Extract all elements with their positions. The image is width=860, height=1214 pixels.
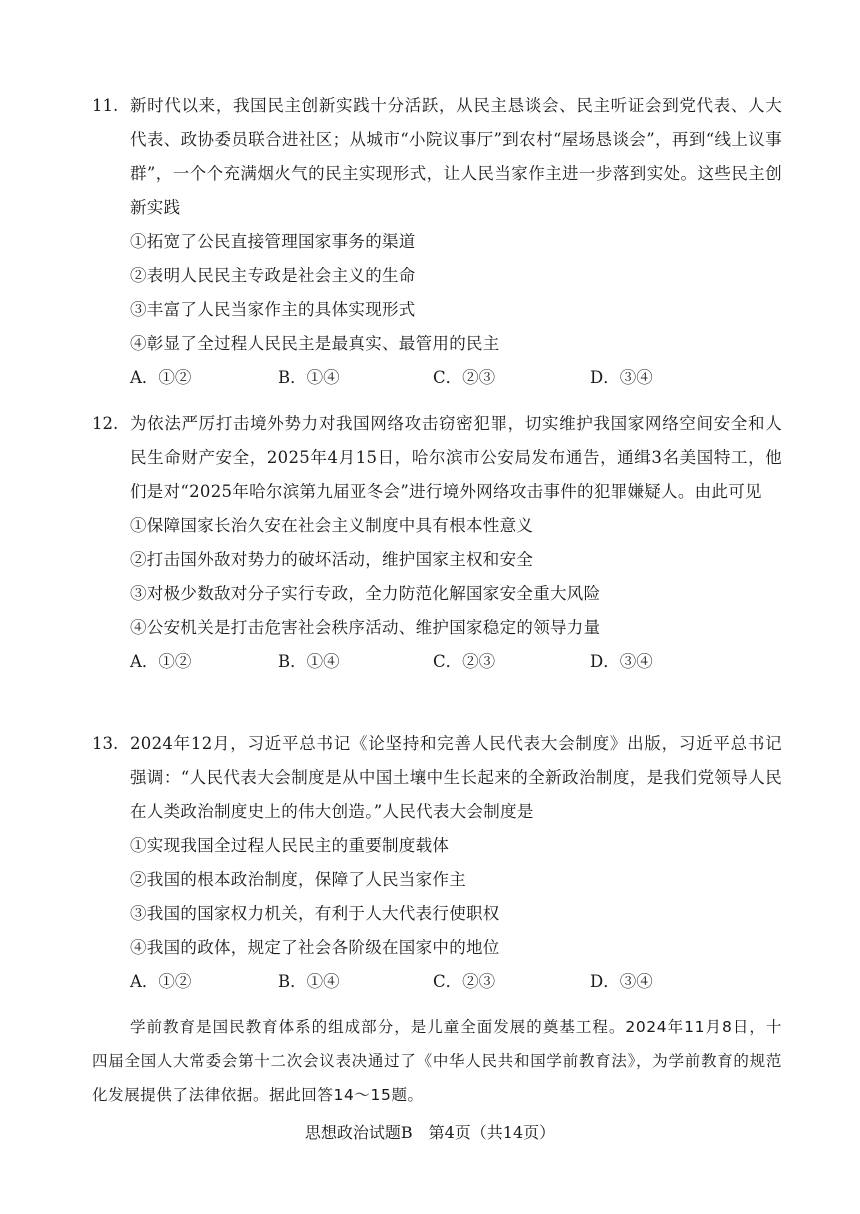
- question-number: 12.: [92, 414, 119, 433]
- choice-a: A．①②: [130, 972, 192, 991]
- answer-choices: [130, 965, 782, 999]
- choice-c: C．②③: [433, 368, 496, 387]
- question-number: 13.: [92, 734, 119, 753]
- choice-d: D．③④: [590, 972, 653, 991]
- option-2: ②我国的根本政治制度，保障了人民当家作主: [130, 870, 466, 889]
- choice-c: C．②③: [433, 652, 496, 671]
- option-2: ②打击国外敌对势力的破坏活动，维护国家主权和安全: [130, 550, 534, 569]
- reading-passage: 学前教育是国民教育体系的组成部分，是儿童全面发展的奠基工程。2024年11月8日，十四届全国人大常委会第十二次会议表决通过了《中华人民共和国学前教育法》，为学前教育的规范化发展提供了法律依据。据此回答14～15题。: [92, 1018, 782, 1104]
- question-13: [92, 727, 782, 999]
- option-4: ④我国的政体，规定了社会各阶级在国家中的地位: [130, 938, 500, 957]
- choice-d: D．③④: [590, 652, 653, 671]
- question-stem: 新时代以来，我国民主创新实践十分活跃，从民主恳谈会、民主听证会到党代表、人大代表、政协委员联合进社区；从城市“小院议事厅”到农村“屋场恳谈会”，再到“线上议事群”，一个个充满烟火气的民主实现形式，让人民当家作主进一步落到实处。这些民主创新实践: [130, 96, 782, 217]
- choice-d: D．③④: [590, 368, 653, 387]
- option-1: ①拓宽了公民直接管理国家事务的渠道: [130, 232, 416, 251]
- page-footer: 思想政治试题B 第4页（共14页）: [304, 1123, 556, 1142]
- question-number: 11.: [92, 96, 119, 115]
- question-stem: 为依法严厉打击境外势力对我国网络攻击窃密犯罪，切实维护我国家网络空间安全和人民生命财产安全，2025年4月15日，哈尔滨市公安局发布通告，通缉3名美国特工，他们是对“2025年哈尔滨第九届亚冬会”进行境外网络攻击事件的犯罪嫌疑人。由此可见: [130, 414, 782, 501]
- choice-b: B．①④: [278, 972, 340, 991]
- option-4: ④公安机关是打击危害社会秩序活动、维护国家稳定的领导力量: [130, 618, 601, 637]
- choice-a: A．①②: [130, 368, 192, 387]
- question-stem: 2024年12月，习近平总书记《论坚持和完善人民代表大会制度》出版，习近平总书记强调：“人民代表大会制度是从中国土壤中生长起来的全新政治制度，是我们党领导人民在人类政治制度史上的伟大创造。”人民代表大会制度是: [130, 734, 782, 821]
- option-3: ③对极少数敌对分子实行专政，全力防范化解国家安全重大风险: [130, 584, 601, 603]
- option-1: ①实现我国全过程人民民主的重要制度载体: [130, 836, 450, 855]
- choice-a: A．①②: [130, 652, 192, 671]
- choice-c: C．②③: [433, 972, 496, 991]
- choice-b: B．①④: [278, 652, 340, 671]
- answer-choices: [130, 361, 782, 395]
- answer-choices: [130, 645, 782, 679]
- option-4: ④彰显了全过程人民民主是最真实、最管用的民主: [130, 334, 500, 353]
- option-1: ①保障国家长治久安在社会主义制度中具有根本性意义: [130, 516, 534, 535]
- question-12: [92, 407, 782, 679]
- option-3: ③我国的国家权力机关，有利于人大代表行使职权: [130, 904, 500, 923]
- option-2: ②表明人民民主专政是社会主义的生命: [130, 266, 416, 285]
- option-3: ③丰富了人民当家作主的具体实现形式: [130, 300, 416, 319]
- question-11: [92, 89, 782, 395]
- choice-b: B．①④: [278, 368, 340, 387]
